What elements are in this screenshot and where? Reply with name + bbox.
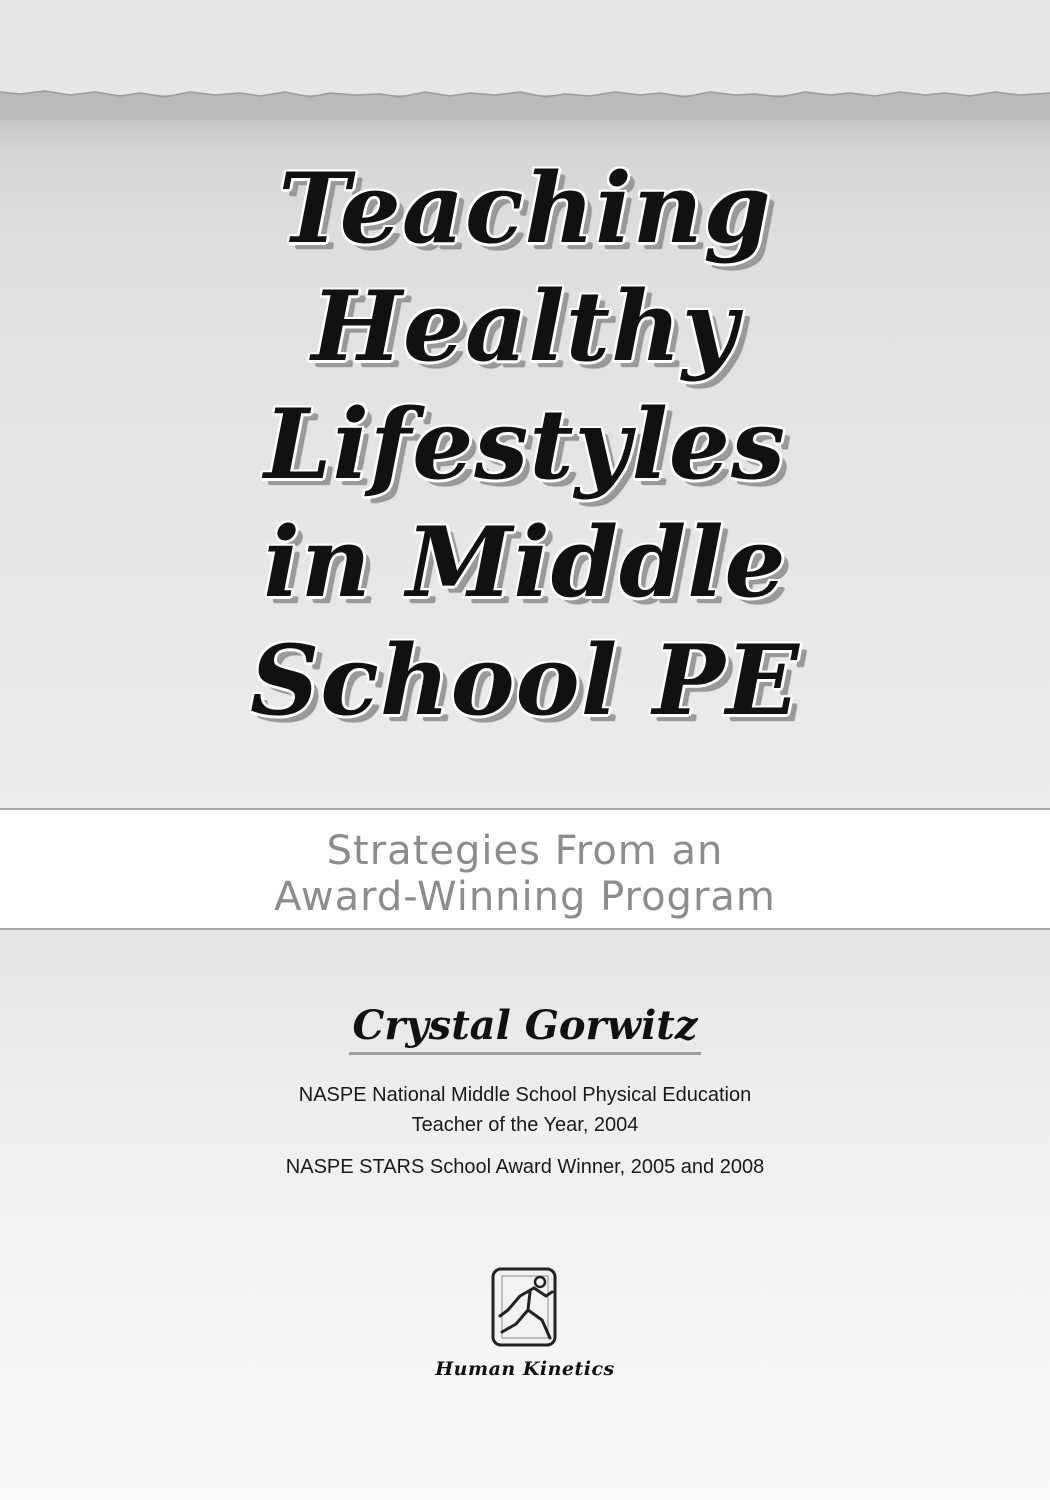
subtitle-line-1: Strategies From an [326,828,724,874]
publisher-name: Human Kinetics [435,1358,615,1380]
book-title [0,150,1050,740]
title-line-5: School PE [250,624,800,737]
book-subtitle [0,828,1050,920]
author-block [0,1002,1050,1055]
human-kinetics-logo-icon [490,1266,558,1348]
title-line-3: Lifestyles [263,388,787,501]
subtitle-band [0,808,1050,930]
credential-line-1: NASPE National Middle School Physical Education [298,1084,752,1106]
credential-line-3: NASPE STARS School Award Winner, 2005 and 2008 [285,1156,765,1178]
torn-edge-decoration [0,80,1050,120]
title-line-4: in Middle [263,506,787,619]
subtitle-line-2: Award-Winning Program [274,874,776,920]
author-name: Crystal Gorwitz [349,1002,702,1055]
credential-line-2: Teacher of the Year, 2004 [411,1114,639,1136]
title-line-2: Healthy [311,270,739,383]
author-credentials [0,1080,1050,1182]
title-line-1: Teaching [278,152,772,265]
